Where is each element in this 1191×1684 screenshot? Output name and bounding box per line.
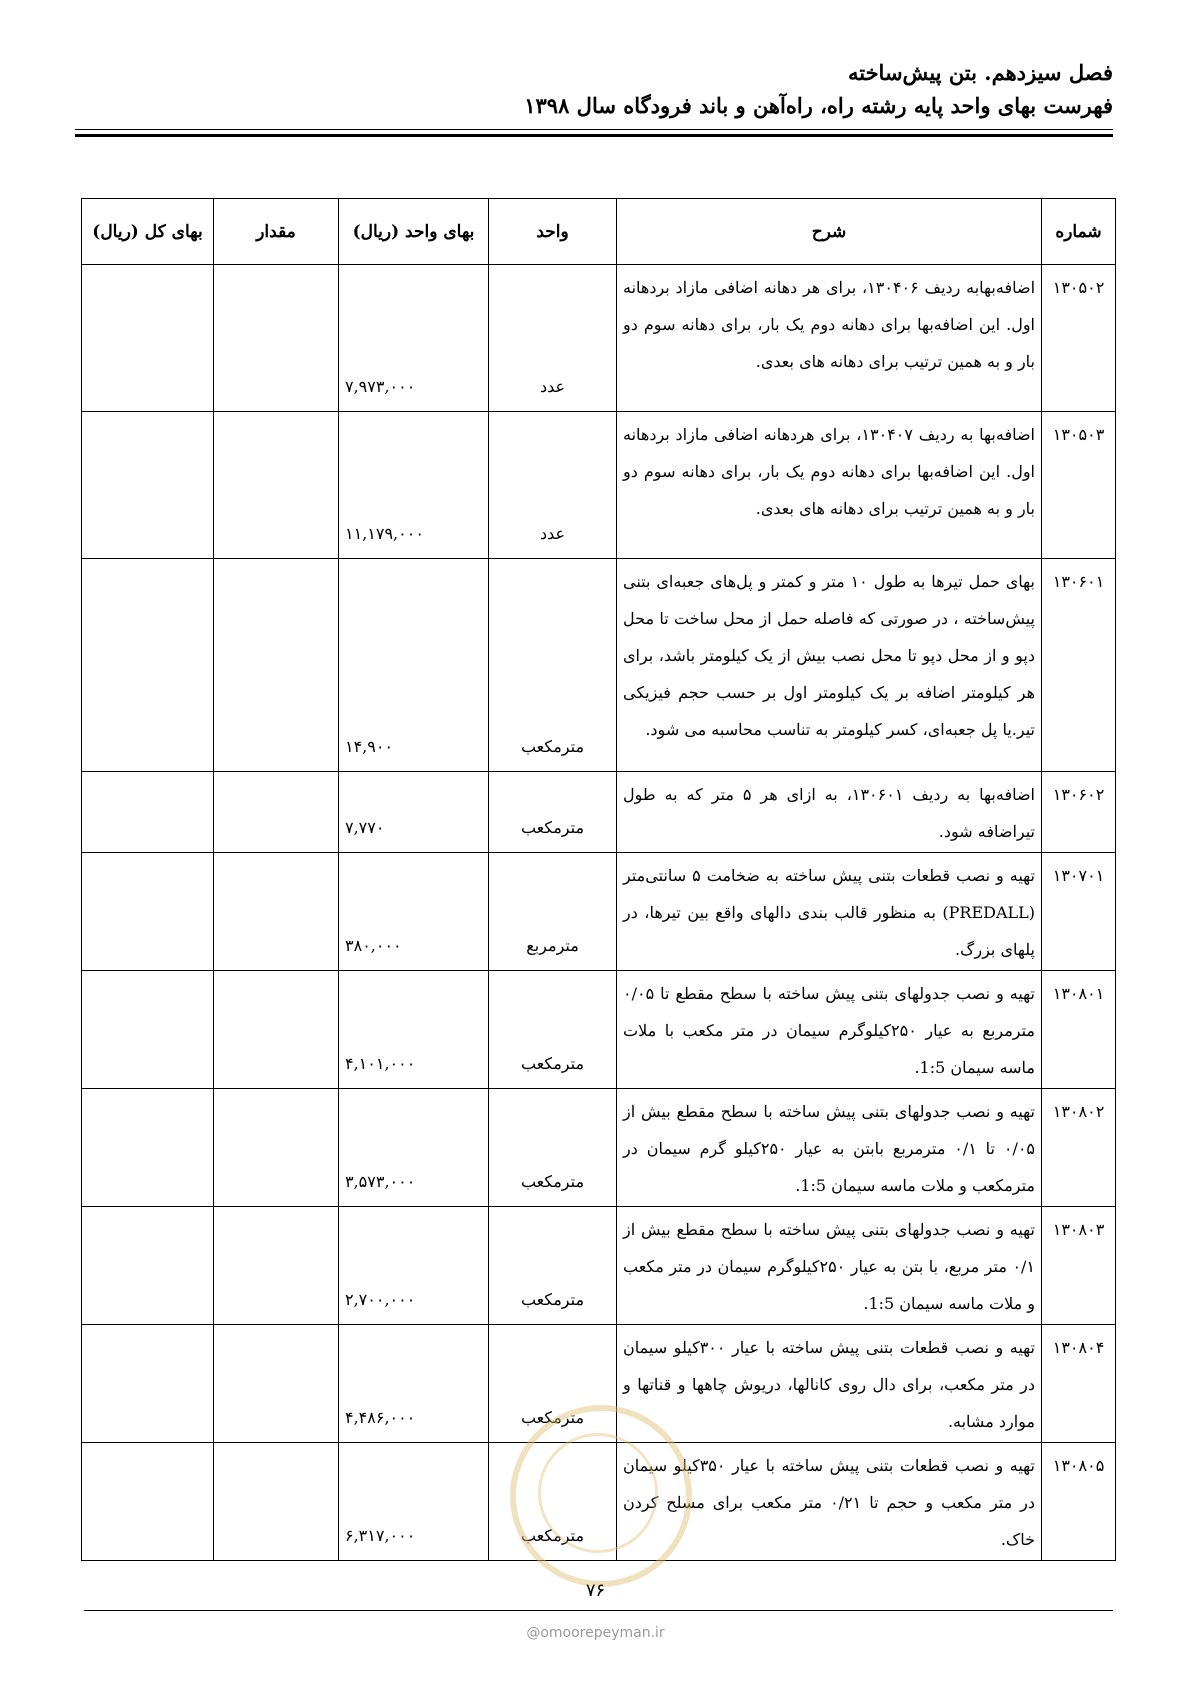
row-number: ۱۳۰۶۰۲ xyxy=(1042,772,1116,853)
row-unit: مترمربع xyxy=(489,853,617,971)
table-header-row xyxy=(82,199,1116,265)
row-unit: مترمکعب xyxy=(489,1325,617,1443)
row-total xyxy=(82,1325,214,1443)
row-number: ۱۳۰۷۰۱ xyxy=(1042,853,1116,971)
watermark-seal xyxy=(510,1405,692,1587)
row-description: بهای حمل تیرها به طول ۱۰ متر و کمتر و پل‌های جعبه‌ای بتنی پیش‌ساخته ، در صورتی که فاصله حمل از محل ساخت تا محل دپو و از محل دپو تا محل نصب بیش از یک کیلومتر باشد، برای هر کیلومتر اضافه بر یک کیلومتر اول بر حسب حجم فیزیکی تیر.یا پل جعبه‌ای، کسر کیلومتر به تناسب محاسبه می شود. xyxy=(617,559,1042,772)
chapter-title: فصل سیزدهم. بتن پیش‌ساخته xyxy=(847,60,1113,85)
row-description: تهیه و نصب جدولهای بتنی پیش ساخته با سطح مقطع بیش از ۰/۰۵ تا ۰/۱ مترمربع بابتن به عیار ۲۵۰کیلو گرم سیمان در مترمکعب و ملات ماسه سیمان 1:5. xyxy=(617,1089,1042,1207)
row-total xyxy=(82,559,214,772)
row-quantity xyxy=(214,412,339,559)
row-description: تهیه و نصب قطعات بتنی پیش ساخته با عیار ۳۰۰کیلو سیمان در متر مکعب، برای دال روی کانالها، دریوش چاهها و قناتها و موارد مشابه. xyxy=(617,1325,1042,1443)
row-unit-price: ۴,۴۸۶,۰۰۰ xyxy=(339,1325,489,1443)
header-rule-thin xyxy=(75,129,1113,130)
row-quantity xyxy=(214,772,339,853)
table-row xyxy=(82,265,1116,412)
row-total xyxy=(82,971,214,1089)
row-unit-price: ۱۱,۱۷۹,۰۰۰ xyxy=(339,412,489,559)
row-unit-price: ۱۴,۹۰۰ xyxy=(339,559,489,772)
row-description: تهیه و نصب قطعات بتنی پیش ساخته با عیار ۳۵۰کیلو سیمان در متر مکعب و حجم تا ۰/۲۱ متر مکعب برای مسلح کردن خاک. xyxy=(617,1443,1042,1561)
row-quantity xyxy=(214,1443,339,1561)
row-total xyxy=(82,772,214,853)
row-total xyxy=(82,853,214,971)
row-unit: عدد xyxy=(489,265,617,412)
row-description: اضافه‌بها به ردیف ۱۳۰۴۰۷، برای هردهانه اضافی مازاد بردهانه اول. این اضافه‌بها برای دهانه دوم یک بار، برای دهانه سوم دو بار و به همین ترتیب برای دهانه های بعدی. xyxy=(617,412,1042,559)
table-row xyxy=(82,559,1116,772)
row-unit: مترمکعب xyxy=(489,1207,617,1325)
col-header-quantity: مقدار xyxy=(214,199,339,265)
row-unit-price: ۲,۷۰۰,۰۰۰ xyxy=(339,1207,489,1325)
row-unit-price: ۷,۹۷۳,۰۰۰ xyxy=(339,265,489,412)
col-header-total-price: بهای کل (ریال) xyxy=(82,199,214,265)
row-number: ۱۳۰۸۰۱ xyxy=(1042,971,1116,1089)
row-number: ۱۳۰۸۰۲ xyxy=(1042,1089,1116,1207)
row-unit: مترمکعب xyxy=(489,1443,617,1561)
page-header xyxy=(524,58,1113,122)
document-subtitle: فهرست بهای واحد پایه رشته راه، راه‌آهن و باند فرودگاه سال ۱۳۹۸ xyxy=(524,93,1113,118)
row-quantity xyxy=(214,559,339,772)
row-unit-price: ۳,۵۷۳,۰۰۰ xyxy=(339,1089,489,1207)
col-header-description: شرح xyxy=(617,199,1042,265)
table-row xyxy=(82,1089,1116,1207)
row-quantity xyxy=(214,853,339,971)
row-description: تهیه و نصب قطعات بتنی پیش ساخته به ضخامت ۵ سانتی‌متر (PREDALL) به منظور قالب بندی دالهای واقع بین تیرها، در پلهای بزرگ. xyxy=(617,853,1042,971)
row-unit-price: ۶,۳۱۷,۰۰۰ xyxy=(339,1443,489,1561)
header-rule-thick xyxy=(75,134,1113,137)
row-unit-price: ۷,۷۷۰ xyxy=(339,772,489,853)
table-row xyxy=(82,772,1116,853)
row-total xyxy=(82,1443,214,1561)
row-total xyxy=(82,1089,214,1207)
row-unit: عدد xyxy=(489,412,617,559)
row-quantity xyxy=(214,265,339,412)
row-quantity xyxy=(214,971,339,1089)
col-header-unit-price: بهای واحد (ریال) xyxy=(339,199,489,265)
col-header-number: شماره xyxy=(1042,199,1116,265)
row-unit: مترمکعب xyxy=(489,559,617,772)
row-number: ۱۳۰۵۰۳ xyxy=(1042,412,1116,559)
row-description: اضافه‌بهابه ردیف ۱۳۰۴۰۶، برای هر دهانه اضافی مازاد بردهانه اول. این اضافه‌بها برای دهانه دوم یک بار، برای دهانه سوم دو بار و به همین ترتیب برای دهانه های بعدی. xyxy=(617,265,1042,412)
row-number: ۱۳۰۶۰۱ xyxy=(1042,559,1116,772)
price-table xyxy=(81,198,1116,1561)
watermark-site: @omoorepeyman.ir xyxy=(526,1625,665,1641)
table-row xyxy=(82,412,1116,559)
col-header-unit: واحد xyxy=(489,199,617,265)
row-quantity xyxy=(214,1089,339,1207)
row-description: اضافه‌بها به ردیف ۱۳۰۶۰۱، به ازای هر ۵ متر که به طول تیراضافه شود. xyxy=(617,772,1042,853)
row-quantity xyxy=(214,1325,339,1443)
row-unit: مترمکعب xyxy=(489,1089,617,1207)
row-number: ۱۳۰۸۰۳ xyxy=(1042,1207,1116,1325)
row-unit-price: ۳۸۰,۰۰۰ xyxy=(339,853,489,971)
row-total xyxy=(82,412,214,559)
row-number: ۱۳۰۸۰۴ xyxy=(1042,1325,1116,1443)
row-total xyxy=(82,1207,214,1325)
row-description: تهیه و نصب جدولهای بتنی پیش ساخته با سطح مقطع تا ۰/۰۵ مترمربع به عیار ۲۵۰کیلوگرم سیمان در متر مکعب با ملات ماسه سیمان 1:5. xyxy=(617,971,1042,1089)
row-total xyxy=(82,265,214,412)
row-description: تهیه و نصب جدولهای بتنی پیش ساخته با سطح مقطع بیش از ۰/۱ متر مربع، با بتن به عیار ۲۵۰کیلوگرم سیمان در متر مکعب و ملات ماسه سیمان 1:5. xyxy=(617,1207,1042,1325)
row-unit: مترمکعب xyxy=(489,971,617,1089)
row-number: ۱۳۰۵۰۲ xyxy=(1042,265,1116,412)
table-row xyxy=(82,1207,1116,1325)
row-number: ۱۳۰۸۰۵ xyxy=(1042,1443,1116,1561)
row-quantity xyxy=(214,1207,339,1325)
row-unit-price: ۴,۱۰۱,۰۰۰ xyxy=(339,971,489,1089)
page-number: ۷۶ xyxy=(585,1580,606,1601)
row-unit: مترمکعب xyxy=(489,772,617,853)
table-row xyxy=(82,971,1116,1089)
table-row xyxy=(82,853,1116,971)
footer-rule xyxy=(84,1610,1113,1611)
